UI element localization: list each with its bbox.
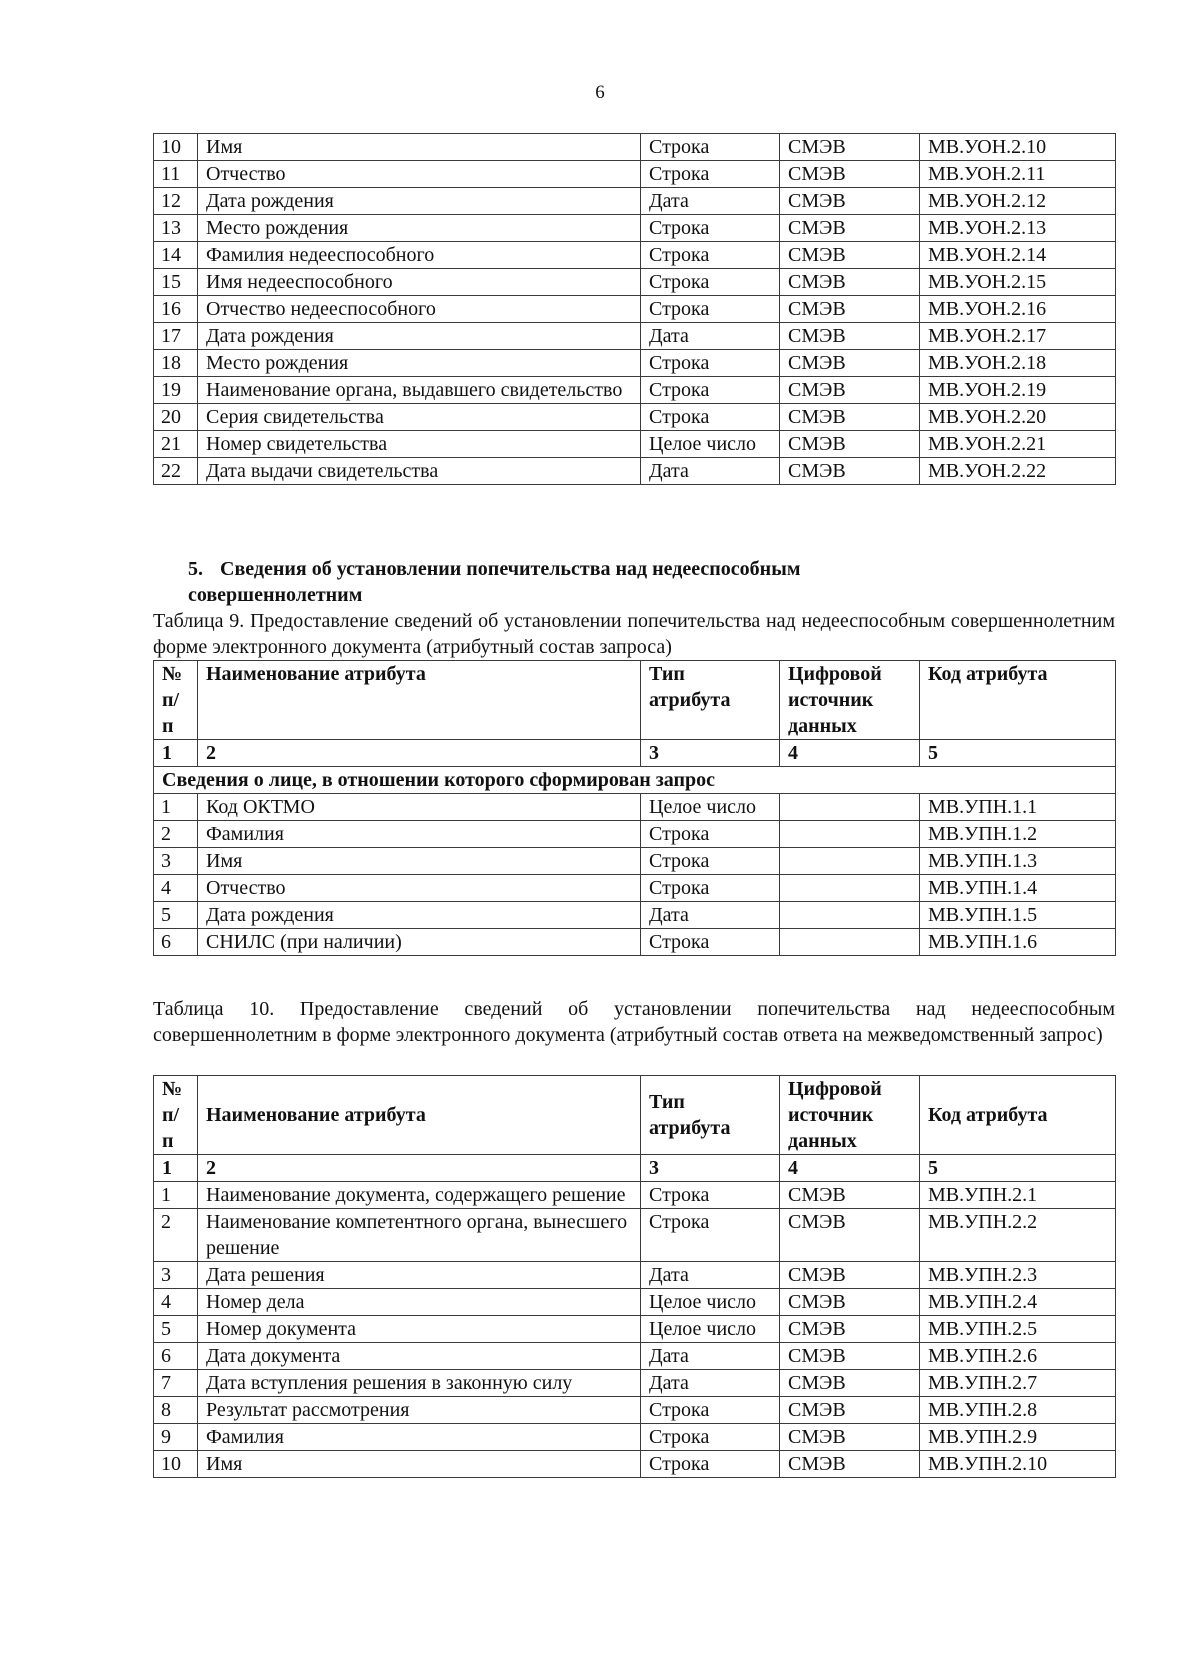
cell-name: Имя xyxy=(198,848,641,875)
column-number: 1 xyxy=(154,740,198,767)
cell-name: Серия свидетельства xyxy=(198,404,641,431)
cell-name: Отчество недееспособного xyxy=(198,296,641,323)
cell-source: СМЭВ xyxy=(780,1370,920,1397)
cell-source xyxy=(780,848,920,875)
cell-code: МВ.УОН.2.18 xyxy=(920,350,1116,377)
column-number: 5 xyxy=(920,740,1116,767)
table-9-caption: Таблица 9. Предоставление сведений об установлении попечительства над недееспособным совершеннолетним форме электронного документа (атрибутный состав запроса) xyxy=(153,610,1115,658)
cell-type: Строка xyxy=(641,161,780,188)
column-number: 3 xyxy=(641,740,780,767)
section-heading xyxy=(188,556,948,608)
table-header-row xyxy=(154,661,1116,740)
cell-source: СМЭВ xyxy=(780,1397,920,1424)
cell-source: СМЭВ xyxy=(780,161,920,188)
cell-source: СМЭВ xyxy=(780,1424,920,1451)
cell-type: Строка xyxy=(641,848,780,875)
table-header-row xyxy=(154,1076,1116,1155)
cell-source: СМЭВ xyxy=(780,134,920,161)
header-source: Цифровой источник данных xyxy=(780,661,920,740)
cell-type: Строка xyxy=(641,1182,780,1209)
header-name: Наименование атрибута xyxy=(198,661,641,740)
cell-code: МВ.УОН.2.12 xyxy=(920,188,1116,215)
table-row xyxy=(154,1262,1116,1289)
cell-type: Строка xyxy=(641,215,780,242)
attributes-table-continuation xyxy=(153,133,1116,485)
cell-code: МВ.УОН.2.11 xyxy=(920,161,1116,188)
cell-source: СМЭВ xyxy=(780,1209,920,1262)
cell-num: 4 xyxy=(154,875,198,902)
cell-code: МВ.УОН.2.21 xyxy=(920,431,1116,458)
cell-code: МВ.УОН.2.13 xyxy=(920,215,1116,242)
cell-num: 15 xyxy=(154,269,198,296)
cell-type: Дата xyxy=(641,458,780,485)
cell-name: Отчество xyxy=(198,875,641,902)
cell-num: 16 xyxy=(154,296,198,323)
cell-source: СМЭВ xyxy=(780,458,920,485)
cell-type: Строка xyxy=(641,929,780,956)
cell-num: 20 xyxy=(154,404,198,431)
cell-type: Строка xyxy=(641,1397,780,1424)
table-row xyxy=(154,215,1116,242)
header-num: № п/п xyxy=(154,661,198,740)
cell-name: Наименование документа, содержащего решение xyxy=(198,1182,641,1209)
cell-type: Дата xyxy=(641,188,780,215)
cell-source: СМЭВ xyxy=(780,1289,920,1316)
table-row xyxy=(154,902,1116,929)
cell-name: Наименование компетентного органа, вынесшего решение xyxy=(198,1209,641,1262)
table-row xyxy=(154,1343,1116,1370)
cell-code: МВ.УПН.2.3 xyxy=(920,1262,1116,1289)
table-row xyxy=(154,161,1116,188)
header-code: Код атрибута xyxy=(920,661,1116,740)
cell-num: 19 xyxy=(154,377,198,404)
cell-num: 1 xyxy=(154,794,198,821)
table-row xyxy=(154,377,1116,404)
table-9 xyxy=(153,660,1116,956)
table-row xyxy=(154,848,1116,875)
cell-code: МВ.УПН.1.5 xyxy=(920,902,1116,929)
cell-source: СМЭВ xyxy=(780,377,920,404)
cell-num: 12 xyxy=(154,188,198,215)
cell-num: 18 xyxy=(154,350,198,377)
cell-source: СМЭВ xyxy=(780,431,920,458)
cell-num: 5 xyxy=(154,1316,198,1343)
header-name: Наименование атрибута xyxy=(198,1076,641,1155)
table-row xyxy=(154,242,1116,269)
cell-num: 10 xyxy=(154,1451,198,1478)
cell-num: 7 xyxy=(154,1370,198,1397)
table-row xyxy=(154,1397,1116,1424)
cell-num: 22 xyxy=(154,458,198,485)
cell-type: Строка xyxy=(641,269,780,296)
cell-num: 5 xyxy=(154,902,198,929)
cell-code: МВ.УПН.2.7 xyxy=(920,1370,1116,1397)
table-row xyxy=(154,350,1116,377)
table-row xyxy=(154,134,1116,161)
cell-name: Номер свидетельства xyxy=(198,431,641,458)
cell-num: 6 xyxy=(154,929,198,956)
cell-code: МВ.УОН.2.17 xyxy=(920,323,1116,350)
cell-code: МВ.УПН.2.2 xyxy=(920,1209,1116,1262)
cell-source: СМЭВ xyxy=(780,350,920,377)
cell-name: Фамилия недееспособного xyxy=(198,242,641,269)
cell-code: МВ.УПН.1.6 xyxy=(920,929,1116,956)
cell-num: 2 xyxy=(154,821,198,848)
cell-type: Строка xyxy=(641,404,780,431)
cell-source xyxy=(780,875,920,902)
table-10-caption: Таблица 10. Предоставление сведений об установлении попечительства над недееспособным совершеннолетним в форме электронного документа (атрибутный состав ответа на межведомственный запрос) xyxy=(153,998,1115,1046)
column-number: 2 xyxy=(198,740,641,767)
cell-code: МВ.УПН.1.1 xyxy=(920,794,1116,821)
cell-source: СМЭВ xyxy=(780,1262,920,1289)
cell-name: Дата рождения xyxy=(198,323,641,350)
table-row xyxy=(154,1451,1116,1478)
cell-source xyxy=(780,794,920,821)
cell-type: Целое число xyxy=(641,794,780,821)
section-title: Сведения об установлении попечительства над недееспособным совершеннолетним xyxy=(188,558,801,606)
cell-type: Строка xyxy=(641,350,780,377)
cell-source xyxy=(780,821,920,848)
column-number: 5 xyxy=(920,1155,1116,1182)
cell-num: 4 xyxy=(154,1289,198,1316)
cell-num: 3 xyxy=(154,1262,198,1289)
cell-name: Дата рождения xyxy=(198,902,641,929)
column-number: 3 xyxy=(641,1155,780,1182)
cell-code: МВ.УОН.2.14 xyxy=(920,242,1116,269)
page-number: 6 xyxy=(595,82,605,103)
cell-type: Целое число xyxy=(641,1316,780,1343)
cell-source: СМЭВ xyxy=(780,269,920,296)
cell-type: Строка xyxy=(641,377,780,404)
table-row xyxy=(154,794,1116,821)
cell-num: 21 xyxy=(154,431,198,458)
cell-type: Строка xyxy=(641,1451,780,1478)
cell-code: МВ.УОН.2.20 xyxy=(920,404,1116,431)
header-code: Код атрибута xyxy=(920,1076,1116,1155)
table-row xyxy=(154,269,1116,296)
cell-type: Дата xyxy=(641,1262,780,1289)
section-row-label: Сведения о лице, в отношении которого сформирован запрос xyxy=(154,767,1116,794)
column-number: 4 xyxy=(780,740,920,767)
cell-type: Строка xyxy=(641,1424,780,1451)
cell-code: МВ.УОН.2.22 xyxy=(920,458,1116,485)
cell-code: МВ.УПН.2.5 xyxy=(920,1316,1116,1343)
table-row xyxy=(154,929,1116,956)
column-number-row xyxy=(154,1155,1116,1182)
cell-num: 11 xyxy=(154,161,198,188)
cell-code: МВ.УПН.1.2 xyxy=(920,821,1116,848)
cell-name: Дата документа xyxy=(198,1343,641,1370)
cell-code: МВ.УПН.2.4 xyxy=(920,1289,1116,1316)
table-row xyxy=(154,188,1116,215)
cell-code: МВ.УПН.1.3 xyxy=(920,848,1116,875)
cell-code: МВ.УОН.2.19 xyxy=(920,377,1116,404)
table-row xyxy=(154,404,1116,431)
column-number: 2 xyxy=(198,1155,641,1182)
cell-type: Строка xyxy=(641,242,780,269)
cell-source: СМЭВ xyxy=(780,215,920,242)
cell-name: Фамилия xyxy=(198,821,641,848)
cell-code: МВ.УПН.2.10 xyxy=(920,1451,1116,1478)
cell-name: Номер дела xyxy=(198,1289,641,1316)
cell-type: Дата xyxy=(641,1370,780,1397)
cell-num: 17 xyxy=(154,323,198,350)
cell-source: СМЭВ xyxy=(780,1451,920,1478)
table-row xyxy=(154,296,1116,323)
cell-num: 6 xyxy=(154,1343,198,1370)
table-row xyxy=(154,1209,1116,1262)
table-row xyxy=(154,458,1116,485)
section-row xyxy=(154,767,1116,794)
header-num: № п/п xyxy=(154,1076,198,1155)
cell-name: Отчество xyxy=(198,161,641,188)
cell-source: СМЭВ xyxy=(780,1316,920,1343)
cell-code: МВ.УОН.2.16 xyxy=(920,296,1116,323)
cell-source: СМЭВ xyxy=(780,1343,920,1370)
cell-name: Дата вступления решения в законную силу xyxy=(198,1370,641,1397)
cell-name: Имя xyxy=(198,1451,641,1478)
table-row xyxy=(154,1424,1116,1451)
table-row xyxy=(154,1316,1116,1343)
cell-code: МВ.УПН.2.6 xyxy=(920,1343,1116,1370)
cell-type: Строка xyxy=(641,821,780,848)
cell-source: СМЭВ xyxy=(780,1182,920,1209)
cell-source xyxy=(780,929,920,956)
cell-name: Имя xyxy=(198,134,641,161)
cell-name: Результат рассмотрения xyxy=(198,1397,641,1424)
cell-num: 8 xyxy=(154,1397,198,1424)
header-type: Тип атрибута xyxy=(641,1076,780,1155)
cell-source xyxy=(780,902,920,929)
header-source: Цифровой источник данных xyxy=(780,1076,920,1155)
cell-code: МВ.УПН.1.4 xyxy=(920,875,1116,902)
cell-name: Дата выдачи свидетельства xyxy=(198,458,641,485)
cell-code: МВ.УОН.2.15 xyxy=(920,269,1116,296)
cell-source: СМЭВ xyxy=(780,242,920,269)
cell-source: СМЭВ xyxy=(780,323,920,350)
cell-num: 2 xyxy=(154,1209,198,1262)
header-type: Тип атрибута xyxy=(641,661,780,740)
cell-source: СМЭВ xyxy=(780,188,920,215)
cell-num: 1 xyxy=(154,1182,198,1209)
cell-num: 10 xyxy=(154,134,198,161)
cell-code: МВ.УПН.2.9 xyxy=(920,1424,1116,1451)
column-number: 4 xyxy=(780,1155,920,1182)
cell-name: Имя недееспособного xyxy=(198,269,641,296)
table-row xyxy=(154,431,1116,458)
table-10 xyxy=(153,1075,1116,1478)
table-row xyxy=(154,821,1116,848)
cell-type: Дата xyxy=(641,323,780,350)
cell-type: Дата xyxy=(641,902,780,929)
cell-name: Номер документа xyxy=(198,1316,641,1343)
cell-type: Строка xyxy=(641,1209,780,1262)
cell-name: Фамилия xyxy=(198,1424,641,1451)
cell-type: Строка xyxy=(641,134,780,161)
cell-type: Дата xyxy=(641,1343,780,1370)
cell-name: Дата решения xyxy=(198,1262,641,1289)
cell-type: Целое число xyxy=(641,1289,780,1316)
cell-num: 13 xyxy=(154,215,198,242)
cell-type: Строка xyxy=(641,296,780,323)
table-row xyxy=(154,1289,1116,1316)
column-number: 1 xyxy=(154,1155,198,1182)
section-number: 5. xyxy=(188,558,203,580)
cell-source: СМЭВ xyxy=(780,404,920,431)
cell-name: Дата рождения xyxy=(198,188,641,215)
cell-source: СМЭВ xyxy=(780,296,920,323)
cell-code: МВ.УОН.2.10 xyxy=(920,134,1116,161)
table-row xyxy=(154,1182,1116,1209)
cell-name: СНИЛС (при наличии) xyxy=(198,929,641,956)
cell-code: МВ.УПН.2.1 xyxy=(920,1182,1116,1209)
cell-name: Код ОКТМО xyxy=(198,794,641,821)
cell-name: Место рождения xyxy=(198,350,641,377)
cell-type: Строка xyxy=(641,875,780,902)
table-row xyxy=(154,1370,1116,1397)
table-row xyxy=(154,323,1116,350)
column-number-row xyxy=(154,740,1116,767)
cell-name: Наименование органа, выдавшего свидетельство xyxy=(198,377,641,404)
cell-name: Место рождения xyxy=(198,215,641,242)
cell-num: 9 xyxy=(154,1424,198,1451)
table-row xyxy=(154,875,1116,902)
cell-num: 14 xyxy=(154,242,198,269)
cell-num: 3 xyxy=(154,848,198,875)
cell-code: МВ.УПН.2.8 xyxy=(920,1397,1116,1424)
cell-type: Целое число xyxy=(641,431,780,458)
